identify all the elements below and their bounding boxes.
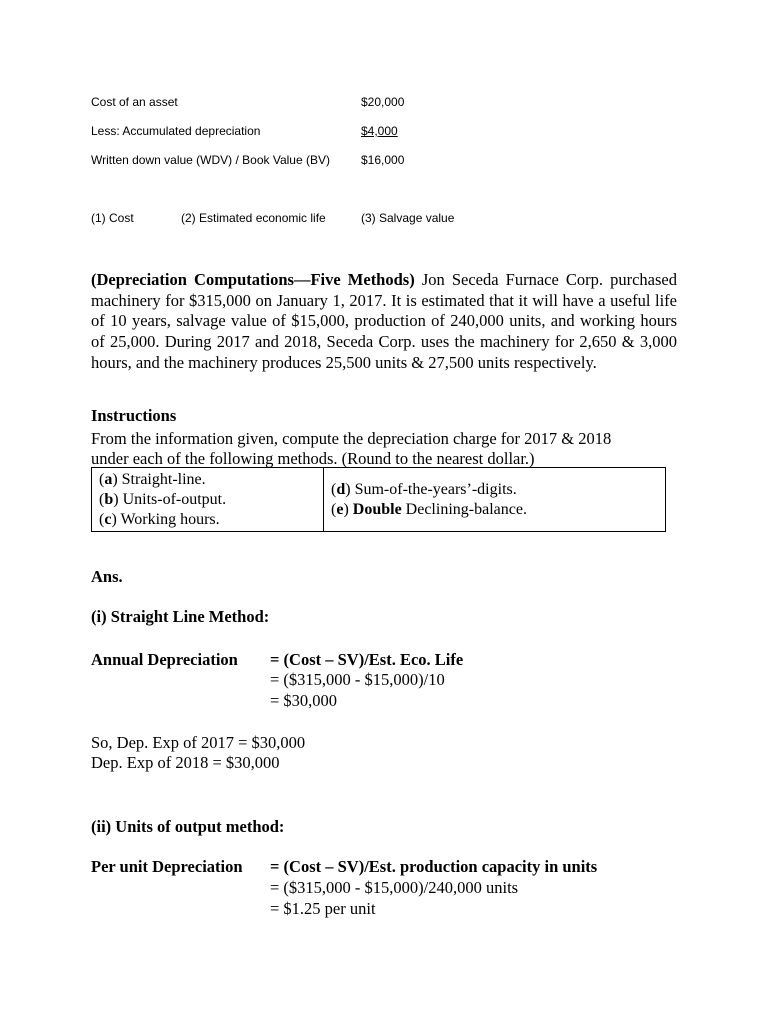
factor-salvage-value: (3) Salvage value <box>361 211 455 225</box>
problem-title: Depreciation Computations—Five Methods <box>96 270 410 289</box>
summary-value-accumulated: $4,000 <box>361 124 398 138</box>
summary-label-accumulated: Less: Accumulated depreciation <box>91 124 261 138</box>
answer-label: Ans. <box>91 567 123 586</box>
summary-label-cost: Cost of an asset <box>91 95 178 109</box>
dep-exp-2017: So, Dep. Exp of 2017 = $30,000 <box>91 733 306 752</box>
per-unit-depreciation-label: Per unit Depreciation <box>91 857 243 876</box>
summary-value-cost: $20,000 <box>361 95 405 109</box>
instructions-heading: Instructions <box>91 406 177 425</box>
factor-economic-life: (2) Estimated economic life <box>181 211 326 225</box>
uo-substitution: = ($315,000 - $15,000)/240,000 units <box>270 878 519 897</box>
method-e: (e) Double Declining-balance. <box>331 500 527 518</box>
dep-exp-2018: Dep. Exp of 2018 = $30,000 <box>91 753 280 772</box>
method-b: (b) Units-of-output. <box>99 490 227 508</box>
uo-result: = $1.25 per unit <box>270 899 376 918</box>
sl-result: = $30,000 <box>270 691 338 710</box>
problem-open-paren: ( <box>91 270 97 289</box>
method-c: (c) Working hours. <box>99 510 220 528</box>
summary-value-wdv: $16,000 <box>361 153 405 167</box>
problem-close-paren: ) <box>409 270 415 289</box>
method-a: (a) Straight-line. <box>99 470 206 488</box>
annual-depreciation-label: Annual Depreciation <box>91 650 238 669</box>
methods-left-cell <box>92 468 324 532</box>
straight-line-heading: (i) Straight Line Method: <box>91 607 270 626</box>
factor-cost: (1) Cost <box>91 211 134 225</box>
instructions-line-1: From the information given, compute the depreciation charge for 2017 & 2018 <box>91 429 612 448</box>
methods-table <box>91 467 666 532</box>
sl-formula: = (Cost – SV)/Est. Eco. Life <box>270 650 464 669</box>
methods-right-cell <box>324 468 666 532</box>
summary-label-wdv: Written down value (WDV) / Book Value (BV) <box>91 153 330 167</box>
sl-substitution: = ($315,000 - $15,000)/10 <box>270 670 445 689</box>
uo-formula: = (Cost – SV)/Est. production capacity in units <box>270 857 598 876</box>
problem-body: Jon Seceda Furnace Corp. purchased machinery for $315,000 on January 1, 2017. It is estimated that it will have a useful life of 10 years, salvage value of $15,000, production of 240,000 units, and working hours of 25,000. During 2017 and 2018, Seceda Corp. uses the machinery for 2,650 & 3,000 hours, and the machinery produces 25,500 units & 27,500 units respectively. <box>91 270 678 372</box>
units-of-output-heading: (ii) Units of output method: <box>91 817 285 836</box>
instructions-line-2: under each of the following methods. (Round to the nearest dollar.) <box>91 449 535 468</box>
method-d: (d) Sum-of-the-years’-digits. <box>331 480 517 498</box>
problem-paragraph <box>91 270 677 374</box>
